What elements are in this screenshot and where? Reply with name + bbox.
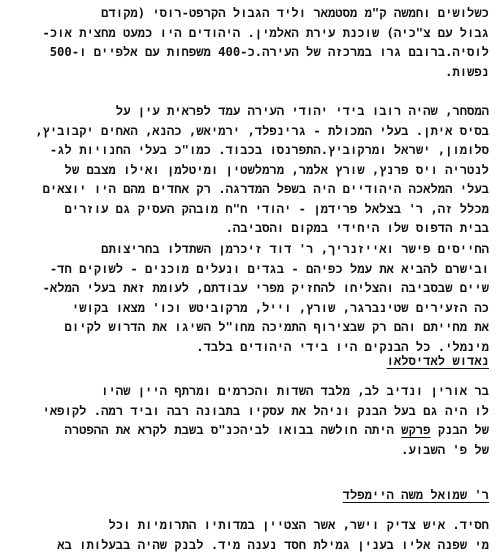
section-heading-heimfeld: ר' שמואל משה היימפלד [342,488,489,502]
text-line: מינמלי. כל הבנקים היו בידי היהודים בלבד. [196,339,489,354]
text-line: החייסים פישר ואייזנריך, ר' דוד זיכרמן השתדלו בחריצותם [101,242,489,256]
text-line: מכלל זה, ר' בצלאל פרידמן - יהודי ח"ח מובהק העסיק גם עוזרים [64,201,489,216]
paragraph-commerce [6,102,489,239]
paragraph-intro [6,4,489,82]
text-line: גבול עם צ"כיה) שוכנת עירת האלמין. היהודים היו כמעט מחצית אוכ- [42,25,489,40]
text-line: סלומון, ישראל ומרקוביץ.התפרנסו בכבוד. כמו"כ בעלי החנויות לג- [49,143,489,157]
text-line: לוסיה.ברובם גרו במרכזה של העירה.כ-400 משפחות עם אלפיים ו-500 [49,45,489,59]
text-line: מי שפנה אליו בענין גמילת חסד נענה מיד. לבנק שהיה בבעלותו בא [57,537,489,552]
text-fragment: של הבנק [430,423,489,437]
text-line: לו היה גם בעל הבנק וניהל את עסקיו בתבונה רבה וביד רמה. לקופאי [42,403,489,418]
underlined-name: פרקש [401,423,431,437]
text-line: כה הזעירים שטינברגר, שורץ, וייל, מרקוביטש וכו' מצאו בקושי [71,300,489,315]
paragraph-heimfeld [6,516,489,555]
text-fragment: היתה חולשה בבואו לביהכנ"ס בשבת לקרא את ההפטרה [64,423,402,437]
text-line: את מחייתם והם רק שבצירוף התמיכה מחו"ל השיגו את הדרוש לקיום [64,320,489,334]
text-line: שיים שבסביבה והצליחו להחזיק מפרי עבודתם, לעומת זאת בעלי המלא- [42,281,489,295]
text-line: בעלי המלאכה היהודיים היה בשפל המדרגה. רק אחדים מהם היו יוצאים [42,182,489,196]
text-line: נפשות. [445,64,489,79]
text-line: ובישרם להביא את עמל כפיהם - בגדים ונעלים מוכנים - לשוקים חד- [49,261,489,276]
paragraph-craftsmen [6,240,489,357]
text-line: חסיד. איש צדיק וישר, אשר הצטיין במדותיו התרומיות וכל [108,518,489,532]
text-line: לנטריה ויס פרנץ, שורץ אלמר, מרמלשטין ומיטלמן ואילו מצבם של [64,162,489,177]
text-line: בסיס איתן. בעלי המכולת - גרינפלד, ירמיאש, כהנא, האחים יקבוביץ, [35,123,489,138]
section-heading-nadosh: נאדוש לאדיסלאו [386,354,489,368]
paragraph-bank [6,382,489,460]
text-line [6,421,489,441]
text-line: בר אורין ונדיב לב, מלבד השדות והכרמים ומרתף היין שהיו [101,384,489,398]
text-line: בבית הדפוס שלו היחידי במקום והסביבה. [225,221,489,235]
text-line: של פ' השבוע. [401,442,489,457]
text-line: המסחר, שהיה רובו בידי יהודי העירה עמד לפראית עין על [115,104,489,118]
text-line: כשלושים וחמשה ק"מ מסטמאר וליד הגבול הקרפט-רוסי (מקודם [101,6,489,20]
